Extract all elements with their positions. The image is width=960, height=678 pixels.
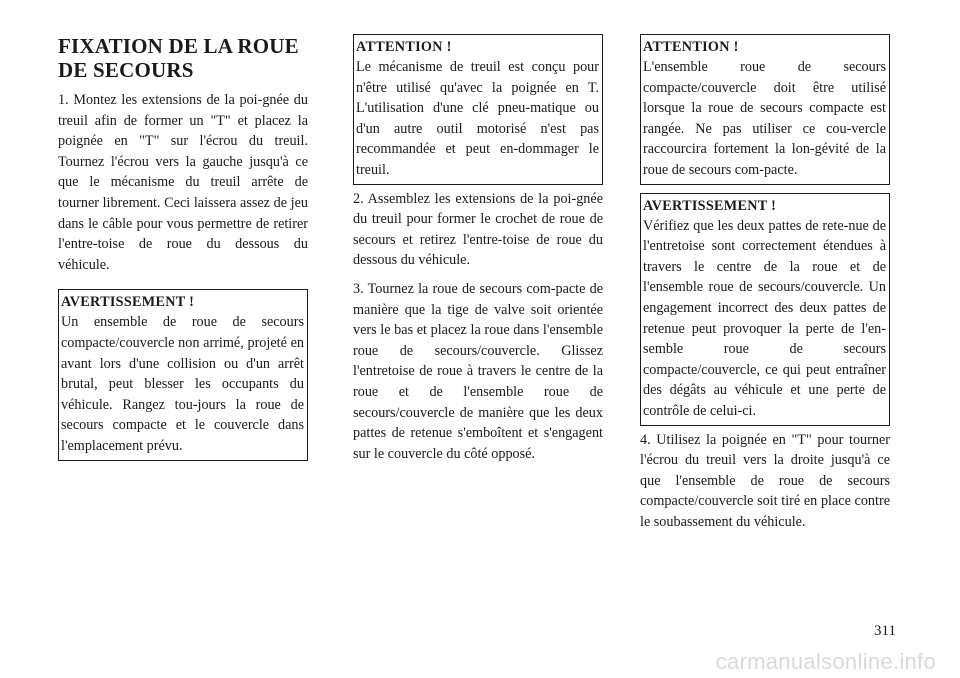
section-title: FIXATION DE LA ROUE DE SECOURS: [58, 34, 299, 82]
caution-body: Le mécanisme de treuil est conçu pour n'être utilisé qu'avec la poignée en T. L'utilisation d'une clé pneu-matique ou d'un autre outil motorisé n'est pas recommandée et peut en-dommager le treuil.: [356, 59, 599, 178]
column-right: [640, 34, 890, 540]
caution-title: ATTENTION !: [356, 39, 452, 55]
step-3-text: 3. Tournez la roue de secours com-pacte de manière que la tige de valve soit orientée vers le bas et placez la roue dans l'ensemble roue de secours/couvercle. Glissez l'entretoise de roue à travers le centre de la roue et de l'ensemble roue de secours/couvercle de manière que les deux pattes de retenue s'emboîtent et s'engagent sur le couvercle du côté opposé.: [353, 280, 603, 462]
step-1-text: 1. Montez les extensions de la poi-gnée du treuil afin de former un "T" et placez la poignée en "T" sur l'écrou du treuil. Tournez l'écrou vers la gauche jusqu'à ce que le mécanisme du treuil arrête de tourner librement. Ceci laissera assez de jeu dans le câble pour vous permettre de retirer l'entre-toise de roue du dessous du véhicule.: [58, 92, 308, 273]
warning-box-collision: [58, 289, 308, 460]
page-number: 311: [874, 623, 896, 639]
warning-title: AVERTISSEMENT !: [643, 197, 777, 214]
column-left: [58, 34, 308, 467]
watermark-text: carmanualsonline.info: [715, 649, 936, 674]
warning-title: AVERTISSEMENT !: [61, 294, 195, 311]
step-2-text: 2. Assemblez les extensions de la poi-gnée du treuil pour former le crochet de roue de secours et retirez l'entre-toise de roue du dessous du véhicule.: [353, 190, 603, 269]
caution-title: ATTENTION !: [643, 39, 739, 55]
warning-body: Un ensemble de roue de secours compacte/couvercle non arrimé, projeté en avant lors d'une collision ou d'un arrêt brutal, peut blesser les occupants du véhicule. Rangez tou-jours la roue de secours compacte et le couvercle dans l'emplacement prévu.: [61, 314, 304, 454]
caution-body: L'ensemble roue de secours compacte/couvercle doit être utilisé lorsque la roue de secours compacte est rangée. Ne pas utiliser ce cou-vercle raccourcira fortement la lon-gévité de la roue de secours com-pacte.: [643, 59, 886, 178]
warning-body: Vérifiez que les deux pattes de rete-nue de l'entretoise sont correctement étendues à travers le centre de la roue et de l'ensemble roue de secours/couvercle. Un engagement incorrect des deux pattes de retenue peut provoquer la perte de l'en-semble roue de secours compacte/couvercle, ce qui peut entraîner des dégâts au véhicule et une perte de contrôle de celui-ci.: [643, 217, 886, 419]
warning-box-retainer: [640, 193, 890, 426]
caution-box-cover: [640, 34, 890, 185]
column-middle: [353, 34, 603, 472]
step-4-text: 4. Utilisez la poignée en "T" pour tourner l'écrou du treuil vers la droite jusqu'à ce que l'ensemble de roue de secours compacte/couvercle soit tiré en place contre le soubassement du véhicule.: [640, 431, 890, 530]
caution-box-winch: [353, 34, 603, 185]
